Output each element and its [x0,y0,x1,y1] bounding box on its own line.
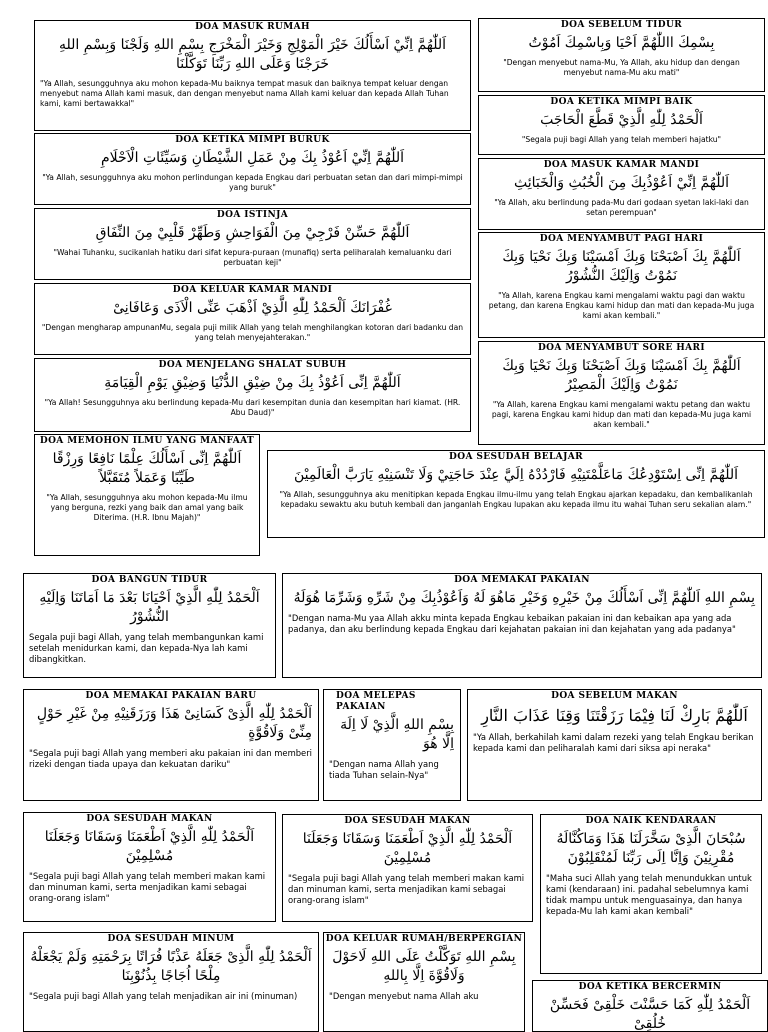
card-doa-naik-kendaraan [540,814,762,974]
translation-text: "Dengan nama-Mu yaa Allah akku minta kepada Engkau kebaikan pakaian ini dan kebaikan apa yang ada padanya, dan aku berlindung kepada Engkau dari kejahatan pakaian ini dan kejahatan yang ada padanya" [288,613,736,634]
card-title: DOA SESUDAH BELAJAR [449,452,583,462]
translation-text: "Dengan mengharap ampunanMu, segala puji milik Allah yang telah menghilangkan kotoran dari badanku dan yang telah menyejahterakan." [41,323,464,342]
card-title: DOA MENYAMBUT SORE HARI [537,343,706,353]
card-title: DOA KETIKA MIMPI BAIK [550,97,693,107]
arabic-text: اَللّٰهُمَّ اِنِّى اَعُوْذُ بِكَ مِنْ ضِيْقِ الدُّنْيَا وَضِيْقِ يَوْمِ الْقِيَامَةِ [104,375,401,391]
arabic-text: اَللّٰهُمَّ بِكَ اَصْبَحْنَا وَبِكَ اَمْسَيْنَا وَبِكَ نَحْيَا وَبِكَ نَمُوْتُ وَاِلَيْكَ النُّشُوْرُ [502,249,741,284]
card-title: DOA SESUDAH MAKAN [344,816,471,826]
arabic-text: اَلْحَمْدُ لِلّٰهِ الَّذِىْ جَعَلَهُ عَذْبًا فُرَاتًا بِرَحْمَتِهِ وَلَمْ يَجْعَلْهُ مِلْحًا اُجَاجًا بِذُنُوْبِنَا [30,949,312,984]
card-doa-melepas-pakaian [323,689,461,801]
card-title: DOA KELUAR KAMAR MANDI [172,285,333,295]
card-doa-memakai-pakaian [282,573,762,678]
arabic-text: بِسْمِ اللهِ تَوَكَّلْتُ عَلَى اللهِ لَاحَوْلَ وَلَاقُوَّةَ اِلَّا بِاللهِ [332,949,516,984]
card-title: DOA KELUAR RUMAH/BERPERGIAN [325,934,523,944]
arabic-text: سُبْحَانَ الَّذِىْ سَخَّرَلَنَا هَذَا وَمَاكُنَّالَهُ مُقْرِنِيْنَ وَاِنَّا اِلَى رَبِّنَا لَمُنْقَلِبُوْنَ [556,831,746,866]
card-doa-pagi-hari [478,232,765,338]
card-title: DOA MENJELANG SHALAT SUBUH [158,360,347,370]
card-title: DOA NAIK KENDARAAN [585,816,717,826]
card-doa-shalat-subuh [34,358,471,432]
arabic-text: اَللّٰهُمَّ اِنِّيْ اَعُوْذُ بِكَ مِنْ عَمَلِ الشَّيْطَانِ وَسَيِّئَاتِ الْاَحْلَامِ [100,150,405,166]
arabic-text: اَللّٰهُمَّ بِكَ اَمْسَيْنَا وَبِكَ اَصْبَحْنَا وَبِكَ نَحْيَا وَبِكَ نَمُوْتُ وَاِلَيْكَ الْمَصِيْرُ [502,358,741,393]
translation-text: "Ya Allah, aku berlindung pada-Mu dari godaan syetan laki-laki dan setan perempuan" [494,198,749,217]
arabic-text: بِسْمِ اللهِ اَللّٰهُمَّ اِنِّى اَسْأَلُكَ مِنْ خَيْرِهِ وَخَيْرِ مَاهُوَ لَهُ وَاَعُوْذُبِكَ مِنْ شَرِّهِ وَشَرِّمَا هُوَلَهُ [293,590,755,606]
card-doa-sesudah-makan-1 [23,812,276,922]
translation-text: "Segala puji bagi Allah yang telah memberi makan kami dan minuman kami, serta menjadikan kami sebagai orang-orang islam" [288,873,525,905]
card-title: DOA MENYAMBUT PAGI HARI [539,234,704,244]
arabic-text: اَلْحَمْدُ لِلّٰهِ الَّذِيْ قَطَّعَ الْحَاجَبَ [540,112,703,128]
arabic-text: اَللّٰهُمَّ اِنِّى اَسْأَلُكَ عِلْمًا نَافِعًا وَرِزْقًا طَيِّبًا وَعَمَلاً مُتَقَبَّلاً [52,451,242,486]
card-title: DOA MELEPAS PAKAIAN [336,691,416,712]
card-title: DOA MEMOHON ILMU YANG MANFAAT [39,436,255,446]
card-doa-masuk-rumah [34,20,471,131]
card-doa-ilmu-manfaat [34,434,260,556]
card-title: DOA KETIKA BERCERMIN [578,982,722,992]
translation-text: "Ya Allah! Sesungguhnya aku berlindung kepada-Mu dari kesempitan dunia dan kesempitan hari kiamat. (HR. Abu Daud)" [44,398,461,417]
card-title: DOA MASUK RUMAH [195,22,310,32]
translation-text: "Dengan menyebut nama Allah aku [329,991,479,1001]
card-doa-sesudah-belajar [267,450,765,538]
arabic-text: اَللّٰهُمَّ اِنِّيْ اَعُوْذُبِكَ مِنَ الْخُبُثِ وَالْخَبَائِثِ [513,175,730,191]
translation-text: "Segala puji bagi Allah yang telah menjadikan air ini (minuman) [29,991,298,1001]
card-title: DOA ISTINJA [216,210,289,220]
arabic-text: اَلْحَمْدُ لِلّٰهِ كَمَا حَسَّنْتَ خَلْقِىْ فَحَسِّنْ خُلُقِىْ [549,997,751,1032]
arabic-text: اَللّٰهُمَّ اِنِّى اِسْتَوْدِعُكَ مَاعَلَّمْتَنِيْهِ فَارْدُدْهُ اِلَيَّ عِنْدَ حَاجَتِيْ وَلَا تَنْسَنِيْهِ يَارَبَّ الْعَالَمِيْنَ [293,467,739,483]
translation-text: "Dengan nama Allah yang tiada Tuhan selain-Nya" [329,759,439,780]
arabic-text: اَلْحَمْدُ لِلّٰهِ الَّذِيْ اَحْيَانَا بَعْدَ مَا اَمَاتَنَا وَاِلَيْهِ النُّشُوْرُ [39,590,260,625]
card-doa-bercermin [532,980,768,1032]
card-title: DOA MASUK KAMAR MANDI [543,160,700,170]
translation-text: "Dengan menyebut nama-Mu, Ya Allah, aku hidup dan dengan menyebut nama-Mu aku mati" [503,58,740,77]
card-title: DOA SESUDAH MAKAN [86,814,213,824]
translation-text: "Maha suci Allah yang telah menundukkan untuk kami (kendaraan) ini. padahal sebelumnya kami tidak mampu untuk menguasainya, dan hanya kepada-Mu lah kami akan kembali" [546,873,752,916]
translation-text: "Ya Allah, sesungguhnya aku mohon perlindungan kepada Engkau dari perbuatan setan dan dari mimpi-mimpi yang buruk" [42,173,463,192]
arabic-text: اَللّٰهُمَّ اِنِّيْ اَسْأَلُكَ خَيْرَ الْمَوْلِجِ وَخَيْرَ الْمَخْرَجِ بِسْمِ اللهِ وَلَجْنَا وَبِسْمِ اللهِ خَرَجْنَا وَعَلَى اللهِ رَبِّنَا تَوَكَّلْنَا [58,37,447,72]
card-title: DOA BANGUN TIDUR [91,575,208,585]
arabic-text: بِسْمِ اللهِ الَّذِيْ لَا اِلَهَ اِلَّا هُوَ [340,717,454,752]
card-doa-sore-hari [478,341,765,445]
translation-text: "Wahai Tuhanku, sucikanlah hatiku dari sifat kepura-puraan (munafiq) serta peliharalah kemaluanku dari perbuatan keji" [53,248,452,267]
card-title: DOA MEMAKAI PAKAIAN [454,575,590,585]
card-title: DOA KETIKA MIMPI BURUK [175,135,330,145]
card-doa-keluar-kamar-mandi [34,283,471,355]
card-doa-mimpi-buruk [34,133,471,205]
card-doa-keluar-rumah [323,932,525,1032]
card-doa-sesudah-makan-2 [282,814,533,922]
arabic-text: اَللّٰهُمَّ حَسِّنْ فَرْجِيْ مِنَ الْفَوَاحِشِ وَطَهِّرْ قَلْبِيْ مِنَ النِّفَاقِ [95,225,410,241]
card-doa-pakaian-baru [23,689,319,801]
card-doa-istinja [34,208,471,280]
translation-text: "Ya Allah, berkahilah kami dalam rezeki yang telah Engkau berikan kepada kami dan peliharalah kami dari siksa api neraka" [473,732,754,753]
card-doa-sebelum-makan [467,689,762,801]
card-doa-masuk-kamar-mandi [478,158,765,230]
card-doa-mimpi-baik [478,95,765,155]
translation-text: "Segala puji bagi Allah yang telah memberi makan kami dan minuman kami, serta menjadikan kami sebagai orang-orang islam" [29,871,266,903]
arabic-text: اَلْحَمْدُ لِلّٰهِ الَّذِيْ اَطْعَمَنَا وَسَقَانَا وَجَعَلَنَا مُسْلِمِيْنَ [302,831,513,866]
arabic-text: اَللّٰهُمَّ بَارِكْ لَنَا فِيْمَا رَزَقْتَنَا وَقِنَا عَذَابَ النَّارِ [481,706,748,725]
card-title: DOA SEBELUM MAKAN [551,691,678,701]
translation-text: "Ya Allah, sesungguhnya aku mohon kepada-Mu baiknya tempat masuk dan baiknya tempat keluar dengan menyebut nama Allah kami masuk, dan dengan menyebut nama Allah kami keluar dan kepada Allah Tuhan kami, kami bertawakkal" [40,79,449,108]
arabic-text: اَلْحَمْدُ لِلّٰهِ الَّذِيْ اَطْعَمَنَا وَسَقَانَا وَجَعَلَنَا مُسْلِمِيْنَ [44,829,255,864]
translation-text: "Ya Allah, sesungguhnya aku mohon kepada-Mu ilmu yang berguna, rezki yang baik dan amal yang baik Diterima. (H.R. Ibnu Majah)" [46,493,248,522]
arabic-text: بِسْمِكَ االلّٰهُمَّ اَحْيَا وَبِاسْمِكَ اَمُوْتُ [528,35,715,51]
card-doa-bangun-tidur [23,573,276,678]
arabic-text: اَلْحَمْدُ لِلّٰهِ الَّذِىْ كَسَانِىْ هَذَا وَرَزَقَنِيْهِ مِنْ غَيْرِ حَوْلٍ مِنِّىْ وَلَاقُوَّةٍ [36,706,312,741]
translation-text: "Segala puji bagi Allah yang telah memberi hajatku" [521,135,722,144]
translation-text: Segala puji bagi Allah, yang telah membangunkan kami setelah menidurkan kami, dan kepada-Nya lah kami dibangkitkan. [29,632,264,664]
translation-text: "Ya Allah, sesungguhnya aku menitipkan kepada Engkau ilmu-ilmu yang telah Engkau ajarkan kepadaku, dan kembalikanlah kepadaku sewaktu aku butuh kembali dan janganlah Engkau lupakan aku kepada ilmu itu wahai Tuhan seru sekalian alam." [279,490,753,509]
arabic-text: غُفْرَانَكَ اَلْحَمْدُ لِلّٰهِ الَّذِيْ اَذْهَبَ عَنِّى الْاَذَى وَعَافَانِىْ [113,300,392,316]
translation-text: "Ya Allah, karena Engkau kami mengalami waktu pagi dan waktu petang, dan karena Engkau kami hidup dan mati dan kepada-Mu juga kami akan kembali." [488,291,755,320]
card-doa-sesudah-minum [23,932,319,1032]
translation-text: "Ya Allah, karena Engkau kami mengalami waktu petang dan waktu pagi, karena Engkau kami hidup dan mati dan kepada-Mu juga kami akan kembali." [491,400,752,429]
card-title: DOA MEMAKAI PAKAIAN BARU [85,691,257,701]
card-title: DOA SESUDAH MINUM [107,934,235,944]
translation-text: "Segala puji bagi Allah yang memberi aku pakaian ini dan memberi rizeki dengan tiada upaya dan kekuatan dariku" [29,748,312,769]
card-doa-sebelum-tidur [478,18,765,92]
card-title: DOA SEBELUM TIDUR [560,20,683,30]
